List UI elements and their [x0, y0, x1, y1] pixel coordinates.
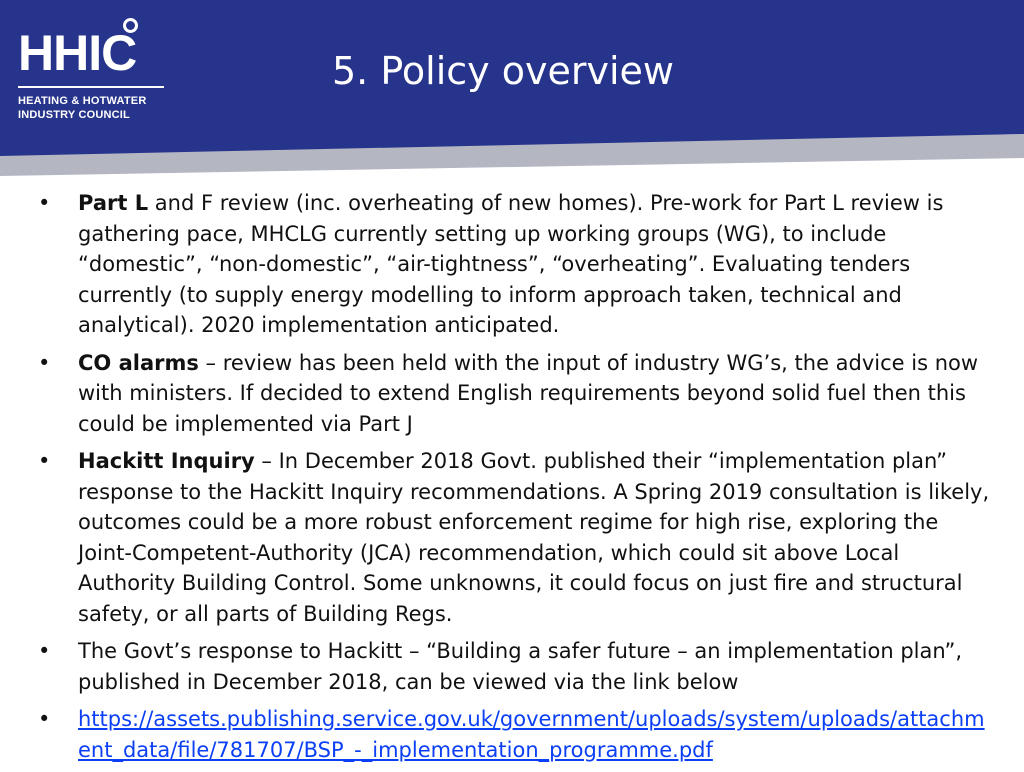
bullet-item-link	[30, 704, 990, 765]
bullet-heading: Hackitt Inquiry	[78, 449, 255, 473]
logo-divider	[18, 86, 164, 88]
bullet-text: – In December 2018 Govt. published their “implementation plan” response to the Hackitt Inquiry recommendations. A Spring 2019 consultation is likely, outcomes could be a more robust enforcement regime for high rise, exploring the Joint-Competent-Authority (JCA) recommendation, which could sit above Local Authority Building Control. Some unknowns, it could focus on just fire and structural safety, or all parts of Building Regs.	[78, 449, 990, 626]
bullet-icon: •	[38, 707, 51, 731]
bullet-text: – review has been held with the input of industry WG’s, the advice is now with ministers. If decided to extend English requirements beyond solid fuel then this could be implemented via Part J	[78, 350, 979, 436]
bullet-heading: CO alarms	[78, 350, 199, 375]
bullet-text: The Govt’s response to Hackitt – “Building a safer future – an implementation plan”, published in December 2018, can be viewed via the link below	[78, 639, 963, 694]
logo-mark: HHIC	[18, 25, 137, 81]
bullet-icon: •	[38, 350, 51, 375]
bullet-item-co-alarms	[30, 348, 990, 440]
slide-title: 5. Policy overview	[332, 49, 674, 93]
bullet-item-hackitt-inquiry	[30, 446, 990, 629]
bullet-text: and F review (inc. overheating of new homes). Pre-work for Part L review is gathering pace, MHCLG currently setting up working groups (WG), to include “domestic”, “non-domestic”, “air-tightness”, “overheating”. Evaluating tenders currently (to supply energy modelling to inform approach taken, technical and analytical). 2020 implementation anticipated.	[78, 191, 944, 337]
logo-subtitle-line-1: HEATING & HOTWATER	[18, 95, 147, 107]
logo-subtitle	[18, 94, 178, 122]
policy-bullet-list	[30, 188, 990, 772]
logo-ring-icon	[123, 18, 138, 33]
bullet-icon: •	[38, 191, 51, 215]
implementation-programme-link[interactable]: https://assets.publishing.service.gov.uk/government/uploads/system/uploads/attachment_data/file/781707/BSP_-_implementation_programme.pdf	[78, 707, 985, 762]
bullet-icon: •	[38, 449, 51, 473]
bullet-item-govt-response	[30, 636, 990, 697]
bullet-heading: Part L	[78, 191, 149, 215]
bullet-item-part-l	[30, 188, 990, 341]
logo-subtitle-line-2: INDUSTRY COUNCIL	[18, 109, 130, 121]
bullet-icon: •	[38, 639, 51, 663]
hhic-logo	[18, 18, 178, 128]
